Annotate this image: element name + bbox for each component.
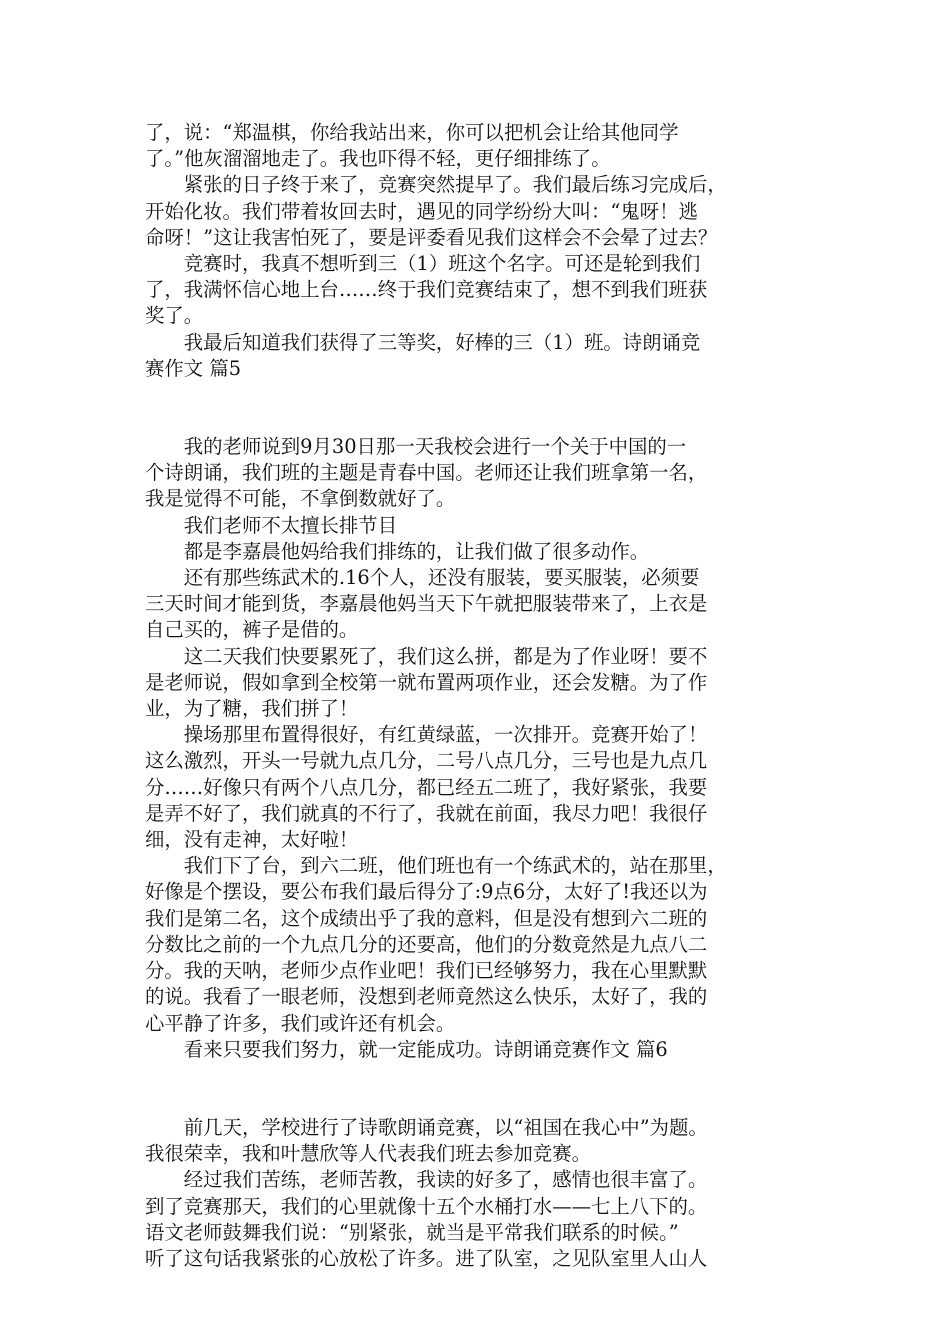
document-page (145, 120, 810, 1272)
section-gap (145, 382, 810, 434)
section-gap (145, 1063, 810, 1115)
paragraph-1: 了，说：“郑温棋，你给我站出来，你可以把机会让给其他同学 了。”他灰溜溜地走了。我也吓得不轻，更仔细排练了。 (145, 121, 679, 171)
paragraph-7: 都是李嘉晨他妈给我们排练的，让我们做了很多动作。 (183, 539, 650, 563)
paragraph-6: 我们老师不太擅长排节目 (183, 513, 398, 537)
paragraph-13: 前几天，学校进行了诗歌朗诵竞赛，以“祖国在我心中”为题。 我很荣幸，我和叶慧欣等人代表我们班去参加竞赛。 (145, 1115, 708, 1166)
paragraph-8: 还有那些练武术的.16个人，还没有服装，要买服装，必须要 三天时间才能到货，李嘉晨他妈当天下午就把服装带来了，上衣是 自己买的，裤子是借的。 (145, 566, 708, 642)
paragraph-9: 这二天我们快要累死了，我们这么拼，都是为了作业呀！要不 是老师说，假如拿到全校第一就布置两项作业，还会发糖。为了作 业，为了糖，我们拼了！ (145, 644, 708, 721)
paragraph-14: 经过我们苦练，老师苦教，我读的好多了，感情也很丰富了。 到了竞赛那天，我们的心里就像十五个水桶打水——七上八下的。 语文老师鼓舞我们说：“别紧张，就当是平常我们联系的时候。” 听了这句话我紧张的心放松了许多。进了队室，之见队室里人山人 (145, 1168, 708, 1270)
paragraph-4: 我最后知道我们获得了三等奖，好棒的三（1）班。诗朗诵竞 赛作文 篇5 (145, 330, 701, 380)
paragraph-12: 看来只要我们努力，就一定能成功。诗朗诵竞赛作文 篇6 (183, 1037, 668, 1061)
paragraph-2: 紧张的日子终于来了，竞赛突然提早了。我们最后练习完成后， 开始化妆。我们带着妆回去时，遇见的同学纷纷大叫：“鬼呀！逃 命呀！”这让我害怕死了，要是评委看见我们这样会不会晕了过去？ (145, 173, 727, 249)
paragraph-5: 我的老师说到9月30日那一天我校会进行一个关于中国的一 个诗朗诵，我们班的主题是青春中国。老师还让我们班拿第一名， 我是觉得不可能，不拿倒数就好了。 (145, 435, 708, 511)
paragraph-11: 我们下了台，到六二班，他们班也有一个练武术的，站在那里， 好像是个摆设，要公布我们最后得分了:9点6分，太好了!我还以为 我们是第二名，这个成绩出乎了我的意料，但是没有想到六二班的 分数比之前的一个九点几分的还要高，他们的分数竟然是九点八二 分。我的天呐，老师少点作业吧！我们已经够努力，我在心里默默 的说。我看了一眼老师，没想到老师竟然这么快乐，太好了，我的 心平静了许多，我们或许还有机会。 (145, 854, 727, 1035)
paragraph-3: 竞赛时，我真不想听到三（1）班这个名字。可还是轮到我们 了，我满怀信心地上台……终于我们竞赛结束了，想不到我们班获 奖了。 (145, 252, 708, 328)
paragraph-10: 操场那里布置得很好，有红黄绿蓝，一次排开。竞赛开始了！ 这么激烈，开头一号就九点几分，二号八点几分，三号也是九点几 分……好像只有两个八点几分，都已经五二班了，我好紧张，我要 是弄不好了，我们就真的不行了，我就在前面，我尽力吧！我很仔 细，没有走神，太好啦！ (145, 723, 708, 852)
